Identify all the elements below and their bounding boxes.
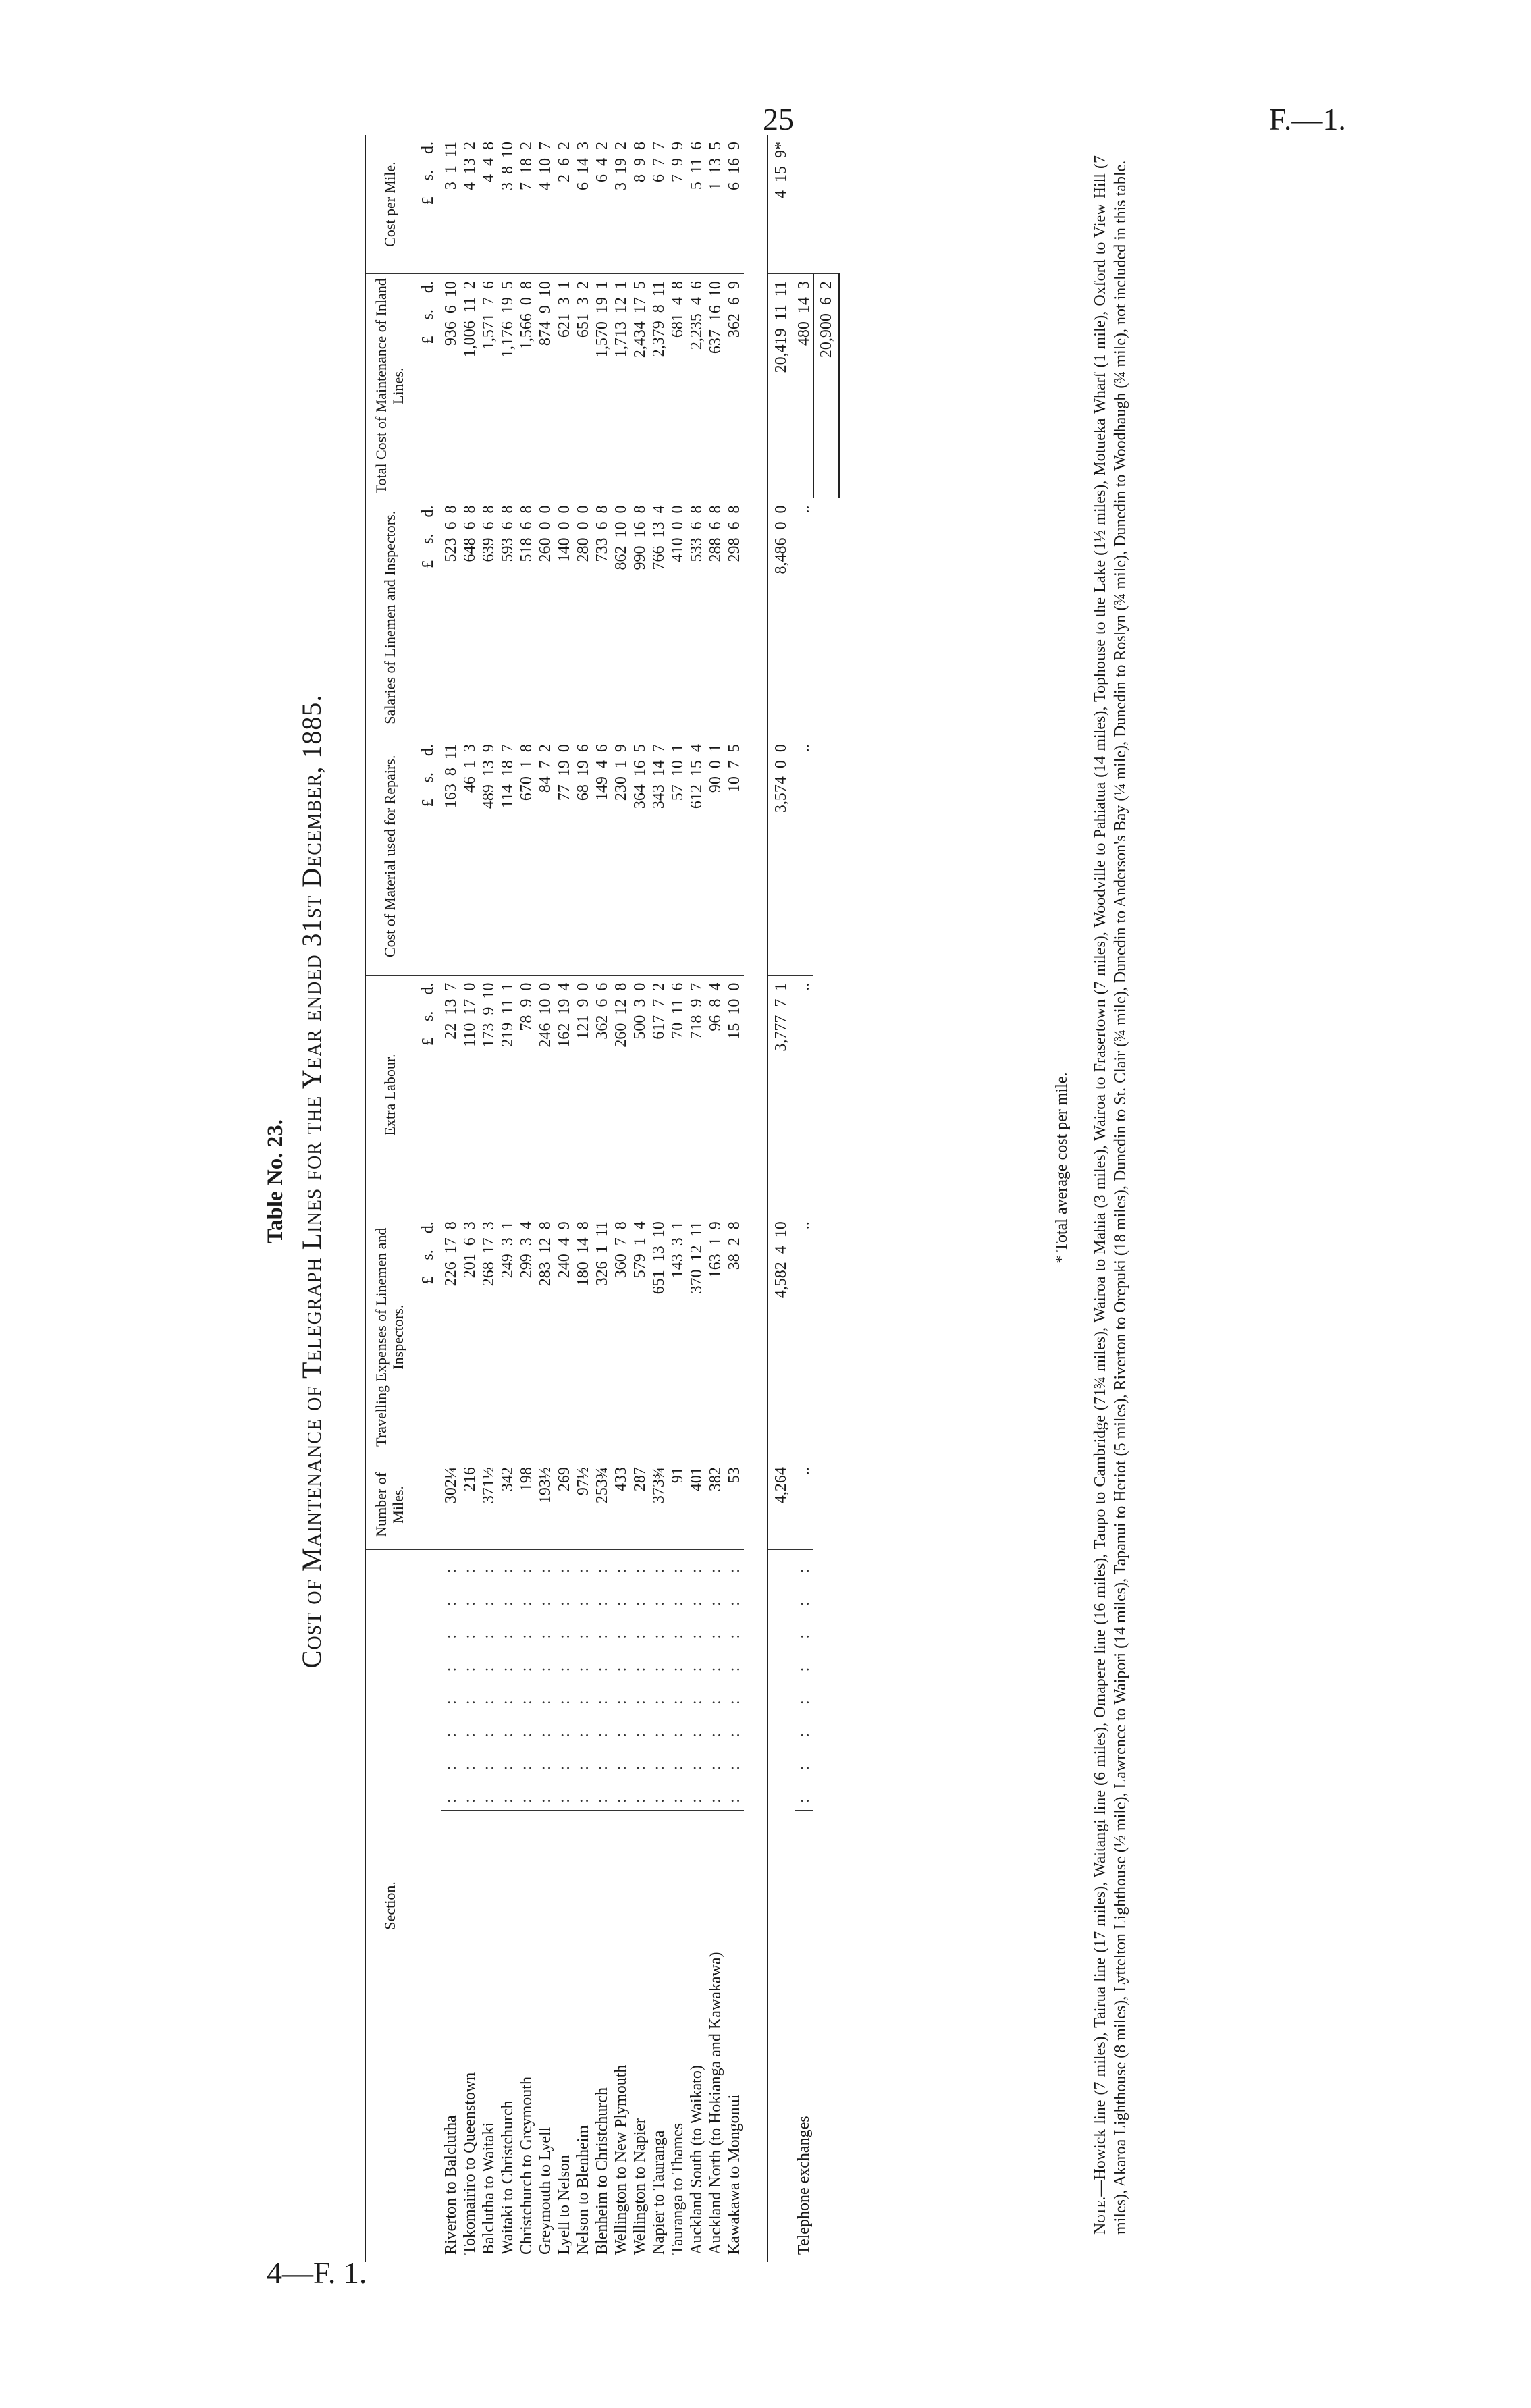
labour-cell: 121 9 0 [574,975,593,1214]
miles-cell: 91 [668,1460,687,1550]
material-cell: 230 1 9 [612,737,630,976]
spacer-row [744,135,768,2262]
miles-cell: 253¾ [593,1460,612,1550]
telephone-material: .. [795,737,814,976]
note-lead: Note. [1092,2196,1109,2235]
col-material: Cost of Material used for Repairs. [365,737,414,976]
labour-cell: 173 9 10 [479,975,498,1214]
table-row [517,135,536,2262]
material-cell: 77 19 0 [555,737,574,976]
leader-dots: : : : : : : : : [517,1549,536,1810]
per-mile-cell: 6 16 9 [725,135,744,274]
travelling-cell: 579 1 4 [630,1214,649,1460]
total-cell: 1,570 19 1 [593,274,612,498]
miles-cell: 269 [555,1460,574,1550]
leader-dots: : : : : : : : : [725,1549,744,1810]
labour-cell: 500 3 0 [630,975,649,1214]
miles-cell: 53 [725,1460,744,1550]
salaries-cell: 766 13 4 [649,498,668,737]
labour-cell: 15 10 0 [725,975,744,1214]
table-row [498,135,517,2262]
leader-dots: : : : : : : : : [593,1549,612,1810]
section-name: Auckland North (to Hokianga and Kawakawa) [706,1952,724,2255]
units-material: £ s. d. [414,737,441,976]
miles-cell: 97½ [574,1460,593,1550]
section-name: Waitaki to Christchurch [498,2100,516,2255]
document-reference: F.—1. [1269,102,1346,136]
table-caption: Cost of Maintenance of Telegraph Lines for the Year ended 31st December, 1885. [296,694,327,1669]
per-mile-cell: 4 13 2 [460,135,479,274]
table-row [441,135,460,2262]
table-body [414,135,839,2262]
miles-cell: 302¼ [441,1460,460,1550]
section-name: Wellington to Napier [630,2118,649,2255]
per-mile-cell: 4 4 8 [479,135,498,274]
travelling-cell: 201 6 3 [460,1214,479,1460]
labour-cell: 246 10 0 [536,975,555,1214]
units-salaries: £ s. d. [414,498,441,737]
note-paragraph [1090,155,1131,2235]
material-cell: 46 1 3 [460,737,479,976]
grand-total: 20,900 6 2 [813,274,839,498]
leader-dots: : : : : : : : : [536,1549,555,1810]
per-mile-cell: 6 14 3 [574,135,593,274]
page-number: 25 [763,102,794,136]
leader-dots: : : : : : : : : [687,1549,706,1810]
table-row [574,135,593,2262]
travelling-cell: 283 12 8 [536,1214,555,1460]
leader-dots: : : : : : : : : [706,1549,725,1810]
col-per-mile: Cost per Mile. [365,135,414,274]
telephone-travelling: .. [795,1214,814,1460]
leader-dots: : : : : : : : : [612,1549,630,1810]
per-mile-cell: 4 10 7 [536,135,555,274]
table-row [460,135,479,2262]
salaries-cell: 410 0 0 [668,498,687,737]
col-section: Section. [365,1549,414,2262]
table-row [630,135,649,2262]
section-name: Riverton to Balclutha [441,2115,460,2255]
miles-cell: 216 [460,1460,479,1550]
labour-cell: 96 8 4 [706,975,725,1214]
material-cell: 149 4 6 [593,737,612,976]
material-cell: 68 19 6 [574,737,593,976]
section-name: Greymouth to Lyell [536,2126,554,2255]
totals-travelling: 4,582 4 10 [767,1214,795,1460]
units-row [414,135,441,2262]
leader-dots: : : : : : : : : [630,1549,649,1810]
totals-material: 3,574 0 0 [767,737,795,976]
col-labour: Extra Labour. [365,975,414,1214]
section-name: Lyell to Nelson [555,2155,573,2255]
leader-dots: : : : : : : : : [441,1549,460,1810]
salaries-cell: 140 0 0 [555,498,574,737]
table-row [725,135,744,2262]
section-name: Christchurch to Greymouth [517,2077,535,2255]
salaries-cell: 298 6 8 [725,498,744,737]
miles-cell: 401 [687,1460,706,1550]
salaries-cell: 648 6 8 [460,498,479,737]
section-name: Auckland South (to Waikato) [687,2065,705,2255]
table-title: Table No. 23. [263,1119,288,1243]
header-row [365,135,414,2262]
travelling-cell: 299 3 4 [517,1214,536,1460]
section-name: Blenheim to Christchurch [593,2087,611,2255]
salaries-cell: 260 0 0 [536,498,555,737]
material-cell: 10 7 5 [725,737,744,976]
travelling-cell: 180 14 8 [574,1214,593,1460]
material-cell: 343 14 7 [649,737,668,976]
total-cell: 2,379 8 11 [649,274,668,498]
per-mile-cell: 3 19 2 [612,135,630,274]
total-cell: 1,713 12 1 [612,274,630,498]
leader-dots: : : : : : : : : [460,1549,479,1810]
travelling-cell: 226 17 8 [441,1214,460,1460]
miles-cell: 193½ [536,1460,555,1550]
total-cell: 1,566 0 8 [517,274,536,498]
col-total: Total Cost of Maintenance of Inland Lines. [365,274,414,498]
table-row [593,135,612,2262]
units-travelling: £ s. d. [414,1214,441,1460]
total-cell: 1,176 19 5 [498,274,517,498]
table-row [687,135,706,2262]
section-name: Wellington to New Plymouth [612,2064,630,2255]
travelling-cell: 651 13 10 [649,1214,668,1460]
material-cell: 670 1 8 [517,737,536,976]
salaries-cell: 523 6 8 [441,498,460,737]
travelling-cell: 240 4 9 [555,1214,574,1460]
totals-row [767,135,795,2262]
total-cell: 681 4 8 [668,274,687,498]
labour-cell: 219 11 1 [498,975,517,1214]
footnote: * Total average cost per mile. [1053,1072,1071,1264]
travelling-cell: 38 2 8 [725,1214,744,1460]
units-per-mile: £ s. d. [414,135,441,274]
travelling-cell: 360 7 8 [612,1214,630,1460]
salaries-cell: 533 6 8 [687,498,706,737]
travelling-cell: 370 12 11 [687,1214,706,1460]
per-mile-cell: 6 7 7 [649,135,668,274]
salaries-cell: 280 0 0 [574,498,593,737]
labour-cell: 260 12 8 [612,975,630,1214]
labour-cell: 718 9 7 [687,975,706,1214]
section-name: Nelson to Blenheim [574,2125,592,2255]
leader-dots: : : : : : : : : [795,1549,814,1810]
labour-cell: 70 11 6 [668,975,687,1214]
col-salaries: Salaries of Linemen and Inspectors. [365,498,414,737]
per-mile-cell: 2 6 2 [555,135,574,274]
table-row [479,135,498,2262]
table-row [612,135,630,2262]
section-name: Balclutha to Waitaki [479,2122,498,2255]
labour-cell: 162 19 4 [555,975,574,1214]
totals-miles: 4,264 [767,1460,795,1550]
per-mile-cell: 3 8 10 [498,135,517,274]
totals-labour: 3,777 7 1 [767,975,795,1214]
table-row [536,135,555,2262]
total-cell: 651 3 2 [574,274,593,498]
section-name: Tauranga to Thames [668,2122,687,2255]
table-row [555,135,574,2262]
per-mile-cell: 8 9 8 [630,135,649,274]
grand-per-mile [813,135,839,274]
material-cell: 114 18 7 [498,737,517,976]
totals-salaries: 8,486 0 0 [767,498,795,737]
per-mile-cell: 5 11 6 [687,135,706,274]
table-row [649,135,668,2262]
miles-cell: 433 [612,1460,630,1550]
salaries-cell: 862 10 0 [612,498,630,737]
miles-cell: 373¾ [649,1460,668,1550]
leader-dots: : : : : : : : : [479,1549,498,1810]
per-mile-cell: 6 4 2 [593,135,612,274]
telephone-total: 480 14 3 [795,274,814,498]
material-cell: 612 15 4 [687,737,706,976]
salaries-cell: 990 16 8 [630,498,649,737]
col-miles: Number of Miles. [365,1460,414,1550]
units-total: £ s. d. [414,274,441,498]
telephone-salaries: .. [795,498,814,737]
travelling-cell: 249 3 1 [498,1214,517,1460]
miles-cell: 342 [498,1460,517,1550]
section-name: Tokomairiro to Queenstown [460,2072,479,2255]
travelling-cell: 163 1 9 [706,1214,725,1460]
labour-cell: 22 13 7 [441,975,460,1214]
salaries-cell: 518 6 8 [517,498,536,737]
miles-cell: 198 [517,1460,536,1550]
leader-dots: : : : : : : : : [498,1549,517,1810]
telephone-miles: .. [795,1460,814,1550]
section-name: Kawakawa to Mongonui [725,2094,743,2255]
total-cell: 2,235 4 6 [687,274,706,498]
salaries-cell: 593 6 8 [498,498,517,737]
material-cell: 489 13 9 [479,737,498,976]
telephone-labour: .. [795,975,814,1214]
labour-cell: 110 17 0 [460,975,479,1214]
signature-mark: 4—F. 1. [267,2255,367,2290]
total-cell: 936 6 10 [441,274,460,498]
total-cell: 637 16 10 [706,274,725,498]
material-cell: 364 16 5 [630,737,649,976]
maintenance-table [365,135,840,2262]
miles-cell: 287 [630,1460,649,1550]
labour-cell: 78 9 0 [517,975,536,1214]
rotated-table-block [263,101,1330,2262]
leader-dots: : : : : : : : : [649,1549,668,1810]
material-cell: 57 10 1 [668,737,687,976]
per-mile-cell: 1 13 5 [706,135,725,274]
leader-dots: : : : : : : : : [668,1549,687,1810]
telephone-per-mile [795,135,814,274]
salaries-cell: 733 6 8 [593,498,612,737]
total-cell: 1,571 7 6 [479,274,498,498]
units-labour: £ s. d. [414,975,441,1214]
telephone-label: Telephone exchanges [795,2116,813,2255]
salaries-cell: 288 6 8 [706,498,725,737]
per-mile-cell: 7 9 9 [668,135,687,274]
material-cell: 90 0 1 [706,737,725,976]
salaries-cell: 639 6 8 [479,498,498,737]
material-cell: 84 7 2 [536,737,555,976]
note-text: —Howick line (7 miles), Tairua line (17 miles), Waitangi line (6 miles), Omapere line (16 miles), Taupo to Cambridge (71¾ miles), Wairoa to Mahia (3 miles), Wairoa to Frasertown (7 miles), Woodville to Pahiatua (14 miles), Tophouse to the Lake (1½ miles), Motueka Wharf (1 mile), Oxford to View Hill (7 miles), Akaroa Lighthouse (8 miles), Lyttelton Lighthouse (½ mile), Lawrence to Waipori (14 miles), Tapanui to Heriot (5 miles), Riverton to Orepuki (18 miles), Dunedin to St. Clair (¾ mile), Dunedin to Anderson's Bay (¼ mile), Dunedin to Roslyn (¾ mile), Dunedin to Woodhaugh (¾ mile), not included in this table. [1092,155,1129,2235]
travelling-cell: 326 1 11 [593,1214,612,1460]
leader-dots: : : : : : : : : [555,1549,574,1810]
total-cell: 362 6 9 [725,274,744,498]
totals-per-mile: 4 15 9* [767,135,795,274]
section-name: Napier to Tauranga [649,2130,668,2255]
table-row [706,135,725,2262]
per-mile-cell: 3 1 11 [441,135,460,274]
grand-spacer [813,498,839,2262]
miles-cell: 382 [706,1460,725,1550]
travelling-cell: 143 3 1 [668,1214,687,1460]
total-cell: 621 3 1 [555,274,574,498]
grand-total-row [813,135,839,2262]
telephone-row [795,135,814,2262]
totals-total: 20,419 11 11 [767,274,795,498]
totals-label [767,1549,795,2262]
table-row [668,135,687,2262]
leader-dots: : : : : : : : : [574,1549,593,1810]
travelling-cell: 268 17 3 [479,1214,498,1460]
per-mile-cell: 7 18 2 [517,135,536,274]
total-cell: 874 9 10 [536,274,555,498]
col-travelling: Travelling Expenses of Linemen and Inspectors. [365,1214,414,1460]
labour-cell: 617 7 2 [649,975,668,1214]
miles-cell: 371½ [479,1460,498,1550]
total-cell: 2,434 17 5 [630,274,649,498]
total-cell: 1,006 11 2 [460,274,479,498]
labour-cell: 362 6 6 [593,975,612,1214]
material-cell: 163 8 11 [441,737,460,976]
